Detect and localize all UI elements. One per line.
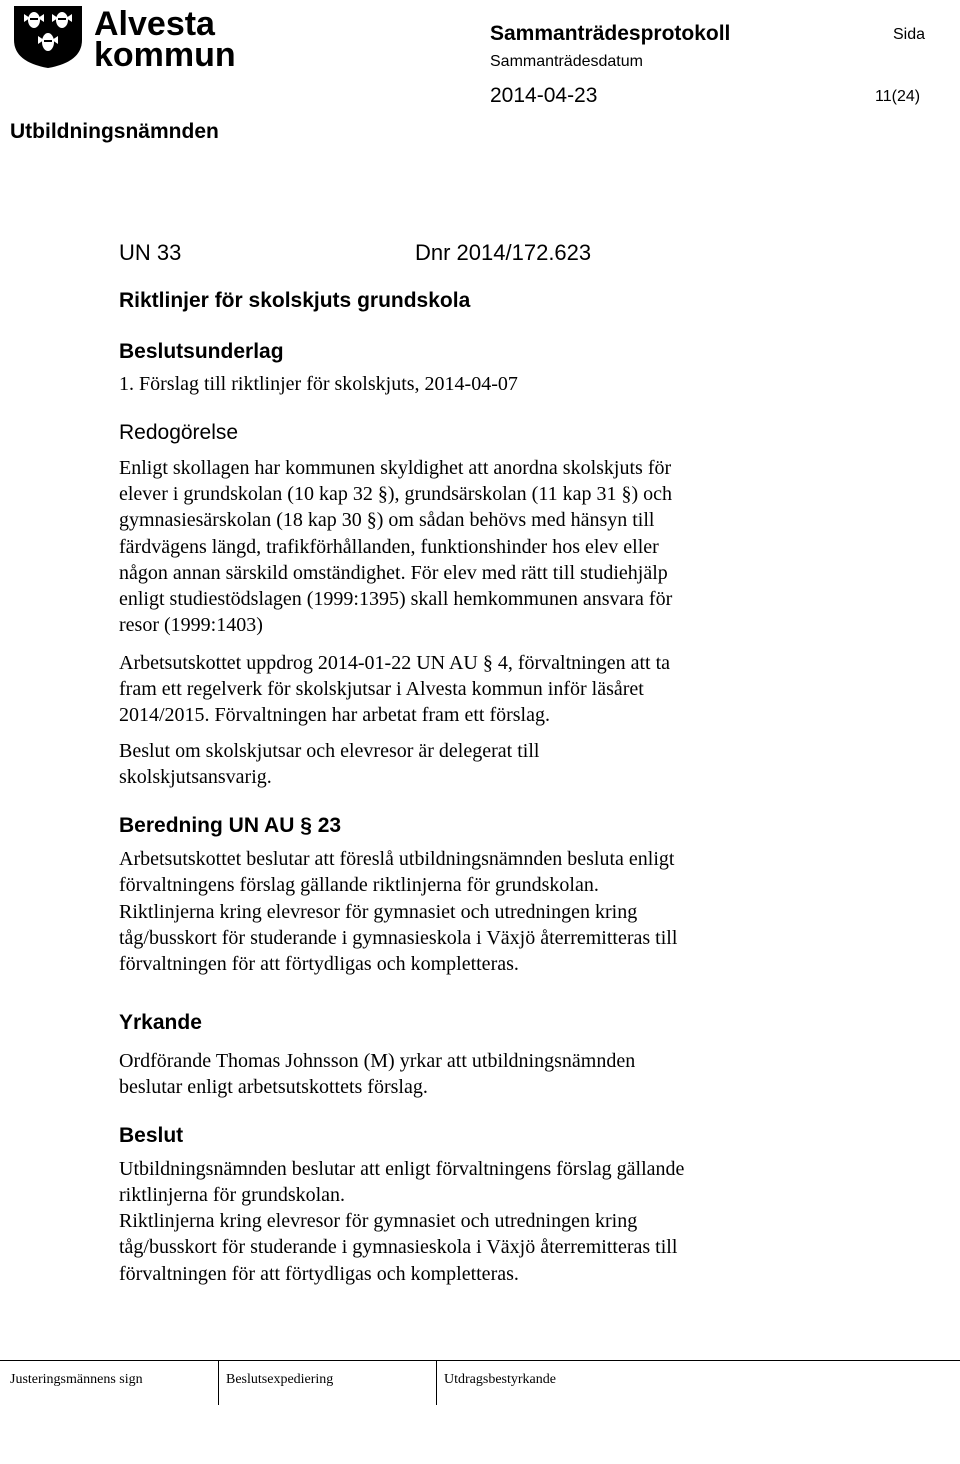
redogorelse-line: gymnasiesärskolan (18 kap 30 §) om sådan behövs med hänsyn till — [119, 509, 655, 531]
arbetsutskott-line: Arbetsutskottet uppdrog 2014-01-22 UN AU § 4, förvaltningen att ta — [119, 652, 671, 674]
case-number: UN 33 — [119, 240, 182, 265]
redogorelse-line: elever i grundskolan (10 kap 32 §), grundsärskolan (11 kap 31 §) och — [119, 483, 673, 505]
logo-wordmark-line1: Alvesta — [94, 5, 215, 43]
footer-column-divider — [436, 1360, 437, 1405]
board-name: Utbildningsnämnden — [10, 120, 219, 143]
redogorelse-line: någon annan särskild omständighet. För elev med rätt till studiehjälp — [119, 562, 668, 584]
meeting-date-label: Sammanträdesdatum — [490, 53, 643, 70]
footer-beslutsexpediering-label: Beslutsexpediering — [226, 1372, 334, 1387]
beslut-line: Riktlinjerna kring elevresor för gymnasiet och utredningen kring — [119, 1210, 638, 1232]
page-label: Sida — [893, 26, 926, 43]
beredning-line: Riktlinjerna kring elevresor för gymnasiet och utredningen kring — [119, 901, 638, 923]
beredning-line: tåg/busskort för studerande i gymnasieskola i Växjö återremitteras till — [119, 927, 678, 949]
beslutsunderlag-item: 1. Förslag till riktlinjer för skolskjuts, 2014-04-07 — [119, 373, 518, 395]
arbetsutskott-line: 2014/2015. Förvaltningen har arbetat fram ett förslag. — [119, 704, 550, 726]
redogorelse-line: resor (1999:1403) — [119, 614, 263, 636]
page-number: 11(24) — [875, 88, 921, 105]
alvesta-kommun-logo — [10, 4, 240, 68]
meeting-date: 2014-04-23 — [490, 84, 598, 107]
footer-column-divider — [218, 1360, 219, 1405]
delegering-line: Beslut om skolskjutsar och elevresor är delegerat till — [119, 740, 540, 762]
beredning-line: förvaltningens förslag gällande riktlinjerna för grundskolan. — [119, 874, 599, 896]
redogorelse-line: färdvägens längd, trafikförhållanden, funktionshinder hos elev eller — [119, 536, 659, 558]
redogorelse-heading: Redogörelse — [119, 421, 239, 444]
footer-utdragsbestyrkande-label: Utdragsbestyrkande — [444, 1372, 556, 1387]
yrkande-line: Ordförande Thomas Johnsson (M) yrkar att utbildningsnämnden — [119, 1050, 636, 1072]
yrkande-heading: Yrkande — [119, 1011, 202, 1034]
beslut-line: riktlinjerna för grundskolan. — [119, 1184, 346, 1206]
redogorelse-line: Enligt skollagen har kommunen skyldighet att anordna skolskjuts för — [119, 457, 672, 479]
beredning-heading: Beredning UN AU § 23 — [119, 814, 342, 837]
document-type: Sammanträdesprotokoll — [490, 22, 731, 45]
case-title: Riktlinjer för skolskjuts grundskola — [119, 289, 471, 312]
beslut-line: förvaltningen för att förtydligas och kompletteras. — [119, 1263, 519, 1285]
beslut-heading: Beslut — [119, 1124, 184, 1147]
redogorelse-line: enligt studiestödslagen (1999:1395) skall hemkommunen ansvara för — [119, 588, 673, 610]
footer-divider — [0, 1360, 960, 1361]
beslut-line: tåg/busskort för studerande i gymnasieskola i Växjö återremitteras till — [119, 1236, 678, 1258]
logo-wordmark-line2: kommun — [94, 36, 236, 68]
beslutsunderlag-heading: Beslutsunderlag — [119, 340, 284, 363]
diary-number: Dnr 2014/172.623 — [415, 240, 592, 265]
arbetsutskott-line: fram ett regelverk för skolskjutsar i Alvesta kommun inför läsåret — [119, 678, 644, 700]
yrkande-line: beslutar enligt arbetsutskottets förslag. — [119, 1076, 428, 1098]
beslut-line: Utbildningsnämnden beslutar att enligt förvaltningens förslag gällande — [119, 1158, 685, 1180]
delegering-line: skolskjutsansvarig. — [119, 766, 272, 788]
beredning-line: Arbetsutskottet beslutar att föreslå utbildningsnämnden besluta enligt — [119, 848, 675, 870]
beredning-line: förvaltningen för att förtydligas och kompletteras. — [119, 953, 519, 975]
coat-of-arms-icon — [10, 4, 240, 68]
footer-justering-label: Justeringsmännens sign — [10, 1372, 143, 1387]
